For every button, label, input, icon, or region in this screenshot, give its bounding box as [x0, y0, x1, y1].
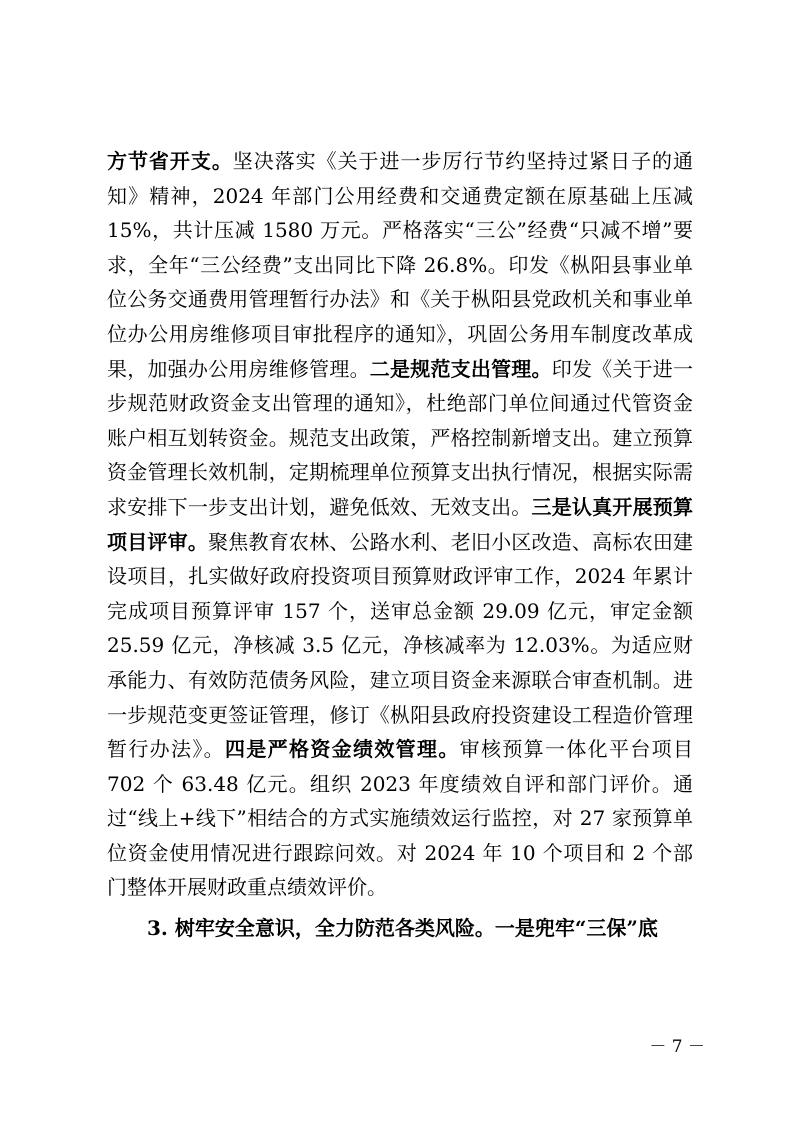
text-run-4: 审核预算一体化平台项目 702 个 63.48 亿元。组织 2023 年度绩效自评和部门评价。通过“线上+线下”相结合的方式实施绩效运行监控，对 27 家预算单位资金使用情况进行跟踪问效。对 2024 年 10 个项目和 2 个部门整体开展财政重点绩效评价。	[107, 737, 694, 900]
text-run-2: 印发《关于进一步规范财政资金支出管理的通知》，杜绝部门单位间通过代管资金账户相互划转资金。规范支出政策，严格控制新增支出。建立预算资金管理长效机制，定期梳理单位预算支出执行情况，根据实际需求安排下一步支出计划，避免低效、无效支出。	[107, 356, 694, 519]
body-text	[107, 144, 693, 946]
text-run-3: 聚焦教育农林、公路水利、老旧小区改造、高标农田建设项目，扎实做好政府投资项目预算财政评审工作，2024 年累计完成项目预算评审 157 个，送审总金额 29.09 亿元，审定金额 25.59 亿元，净核减 3.5 亿元，净核减率为 12.03%。为适应财承能力、有效防范债务风险，建立项目资金来源联合审查机制。进一步规范变更签证管理，修订《枞阳县政府投资建设工程造价管理暂行办法》。	[107, 529, 694, 762]
subheading-2: 二是规范支出管理。	[369, 356, 552, 381]
page-number: － 7 －	[649, 1037, 705, 1057]
paragraph-1	[107, 144, 693, 905]
section-heading-3: 3. 树牢安全意识，全力防范各类风险。一是兜牢“三保”底	[147, 916, 658, 941]
subheading-3: 三是认真开展预算项目评审。	[107, 494, 694, 554]
subheading-4: 四是严格资金绩效管理。	[225, 737, 460, 762]
bold-run-1: 方节省开支。	[107, 149, 233, 173]
text-run-1: 坚决落实《关于进一步厉行节约坚持过紧日子的通知》精神，2024 年部门公用经费和交通费定额在原基础上压减 15%，共计压减 1580 万元。严格落实“三公”经费“只减不增”要求，全年“三公经费”支出同比下降 26.8%。印发《枞阳县事业单位公务交通费用管理暂行办法》和《关于枞阳县党政机关和事业单位办公用房维修项目审批程序的通知》，巩固公务用车制度改革成果，加强办公用房维修管理。	[107, 149, 694, 381]
